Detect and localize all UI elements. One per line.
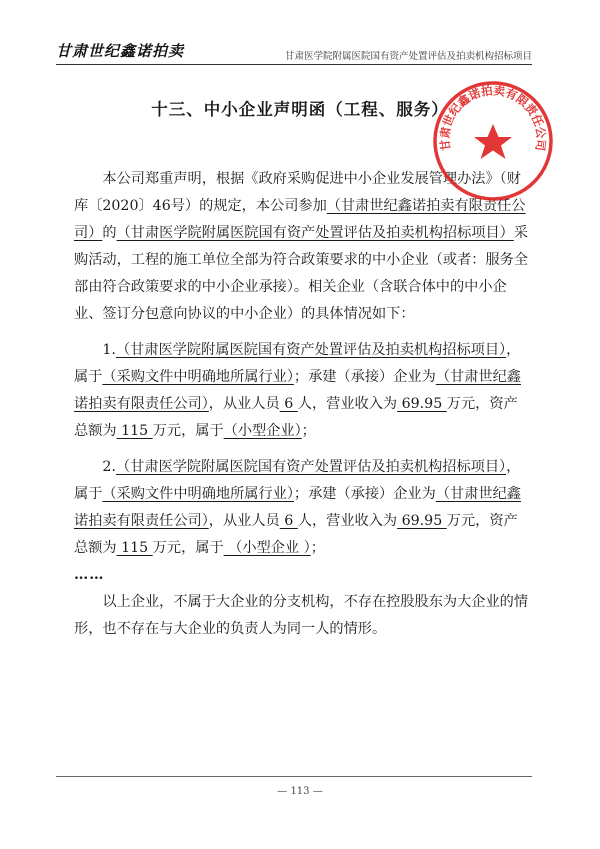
item-industry: （采购文件中明确地所属行业） [102, 486, 294, 502]
item-revenue: 69.95 [397, 396, 447, 412]
intro-text-2: 采购活动，工程的施工单位全部为符合政策要求的中小企业（或者：服务全部由符合政策要求的中小企业承接）。相关企业（含联合体中的中小企业、签订分包意向协议的中小企业）的具体情况如下： [74, 225, 529, 322]
item-text: ，从业人员 [208, 513, 280, 529]
item-company: （甘肃世纪鑫诺拍卖有限责任公司） [74, 486, 521, 529]
item-text: ；承建（承接）企业为 [293, 486, 436, 502]
item-text: 万元，资产总额为 [74, 396, 518, 439]
item-number: 1. [102, 342, 116, 358]
footer-rule [56, 776, 532, 777]
item-text: 万元，属于 [152, 423, 224, 439]
item-2 [74, 454, 530, 562]
closing-paragraph: 以上企业，不属于大企业的分支机构，不存在控股股东为大企业的情形，也不存在与大企业的负责人为同一人的情形。 [74, 594, 529, 637]
company-seal [430, 78, 556, 204]
item-staff: 6 [279, 513, 298, 529]
ellipsis: …… [74, 567, 105, 583]
page-title: 十三、中小企业声明函（工程、服务） [151, 100, 449, 119]
intro-de: 的 [102, 225, 117, 241]
item-assets: 115 [116, 540, 153, 556]
item-1 [74, 337, 530, 445]
item-text: ；承建（承接）企业为 [293, 369, 436, 385]
header-logo: 甘肃世纪鑫诺拍卖 [56, 42, 185, 60]
item-text: ，从业人员 [208, 396, 280, 412]
item-text: 万元，属于 [152, 540, 224, 556]
seal-star-icon [474, 124, 512, 159]
item-industry: （采购文件中明确地所属行业） [102, 369, 294, 385]
intro-text-1: 本公司郑重声明，根据《政府采购促进中小企业发展管理办法》（财库〔2020〕46号）的规定，本公司参加 [74, 171, 521, 214]
intro-company: （甘肃世纪鑫诺拍卖有限责任公司） [74, 198, 526, 241]
item-size: （小型企业 ） [223, 540, 311, 556]
header-project-title: 甘肃医学院附属医院国有资产处置评估及拍卖机构招标项目 [284, 51, 532, 62]
item-assets: 115 [116, 423, 153, 439]
document-body [74, 166, 530, 643]
item-number: 2. [102, 459, 116, 475]
header-rule [56, 64, 532, 65]
item-text: ，属于 [74, 459, 521, 502]
item-text: ； [310, 540, 325, 556]
item-project: （甘肃医学院附属医院国有资产处置评估及拍卖机构招标项目） [115, 459, 507, 475]
intro-project: （甘肃医学院附属医院国有资产处置评估及拍卖机构招标项目） [116, 225, 514, 241]
seal-text: 甘肃世纪鑫诺拍卖有限责任公司 [437, 83, 549, 152]
page-number: — 113 — [277, 786, 323, 797]
item-revenue: 69.95 [397, 513, 447, 529]
item-text: ； [301, 423, 316, 439]
item-text: 万元，资产总额为 [74, 513, 518, 556]
item-text: 人，营业收入为 [297, 513, 398, 529]
item-text: 人，营业收入为 [297, 396, 398, 412]
item-staff: 6 [279, 396, 298, 412]
item-text: ，属于 [74, 342, 521, 385]
item-project: （甘肃医学院附属医院国有资产处置评估及拍卖机构招标项目） [115, 342, 507, 358]
item-size: （小型企业） [223, 423, 302, 439]
item-company: （甘肃世纪鑫诺拍卖有限责任公司） [74, 369, 521, 412]
